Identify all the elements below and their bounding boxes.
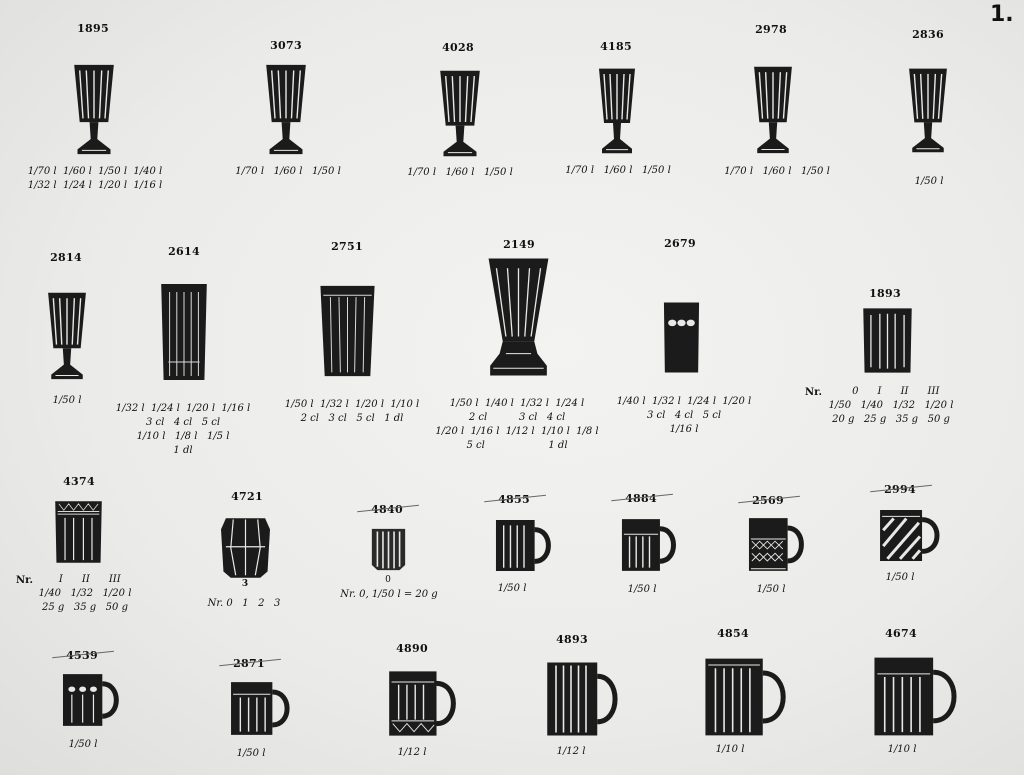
item-number: 2871 bbox=[233, 657, 265, 670]
mug-drawing bbox=[704, 657, 790, 737]
tumbler-drawing bbox=[160, 282, 208, 382]
item-number: 4855 bbox=[498, 493, 530, 506]
item-number: 3073 bbox=[270, 39, 302, 52]
item-number: 4893 bbox=[556, 633, 588, 646]
item-number: 4185 bbox=[600, 40, 632, 53]
item-capacities: I II III 1/40 1/32 1/20 l 25 g 35 g 50 g bbox=[38, 574, 132, 613]
tumbler-drawing bbox=[221, 517, 270, 579]
glass-marking: 0 bbox=[385, 575, 391, 585]
glass-marking: 3 bbox=[241, 579, 249, 589]
tumbler-drawing bbox=[319, 284, 376, 378]
mug-drawing bbox=[495, 519, 553, 572]
mug-drawing bbox=[62, 673, 121, 727]
stemmed-glass-drawing bbox=[752, 64, 794, 155]
item-capacities: 0 I II III 1/50 1/40 1/32 1/20 l 20 g 25 g 35 g 50 g bbox=[828, 386, 954, 425]
stemmed-glass-drawing bbox=[46, 290, 88, 381]
item-capacities: 1/40 l 1/32 l 1/24 l 1/20 l 3 cl 4 cl 5 cl 1/16 l bbox=[616, 396, 752, 435]
tumbler-drawing bbox=[54, 500, 103, 564]
item-number: 2751 bbox=[331, 240, 363, 253]
stemmed-glass-drawing bbox=[72, 62, 116, 156]
tumbler-drawing bbox=[862, 307, 913, 374]
item-capacities: 1/12 l bbox=[556, 746, 586, 757]
tumbler-drawing bbox=[663, 301, 700, 374]
stemmed-glass-drawing bbox=[907, 66, 949, 154]
item-number: 1893 bbox=[869, 287, 901, 300]
item-number: 4721 bbox=[231, 490, 263, 503]
nr-label: Nr. bbox=[16, 575, 33, 586]
stemmed-glass-drawing bbox=[438, 68, 482, 158]
item-capacities: 1/50 l bbox=[914, 176, 944, 187]
item-capacities: 1/50 l bbox=[627, 584, 657, 595]
item-capacities: 1/50 l bbox=[52, 395, 82, 406]
item-number: 2614 bbox=[168, 245, 200, 258]
stemmed-glass-drawing bbox=[597, 66, 637, 155]
item-number: 2836 bbox=[912, 28, 944, 41]
item-capacities: 1/70 l 1/60 l 1/50 l bbox=[724, 166, 830, 177]
item-number: 2814 bbox=[50, 251, 82, 264]
item-number: 4854 bbox=[717, 627, 749, 640]
page-number: 1. bbox=[990, 2, 1014, 27]
item-capacities: 1/50 l bbox=[756, 584, 786, 595]
mug-drawing bbox=[873, 656, 961, 737]
item-capacities: 1/70 l 1/60 l 1/50 l bbox=[235, 166, 341, 177]
item-capacities: 1/70 l 1/60 l 1/50 l bbox=[407, 167, 513, 178]
mug-drawing bbox=[388, 670, 459, 737]
item-number: 4539 bbox=[66, 649, 98, 662]
item-number: 4890 bbox=[396, 642, 428, 655]
item-capacities: 1/50 l bbox=[885, 572, 915, 583]
mug-drawing bbox=[621, 518, 678, 572]
item-capacities: Nr. 0 1 2 3 bbox=[207, 598, 281, 609]
item-capacities: 1/10 l bbox=[887, 744, 917, 755]
nr-label: Nr. bbox=[805, 387, 822, 398]
item-number: 4884 bbox=[625, 492, 657, 505]
item-capacities: 1/70 l 1/60 l 1/50 l 1/40 l 1/32 l 1/24 l 1/20 l 1/16 l bbox=[27, 166, 163, 191]
mug-drawing bbox=[748, 517, 806, 572]
mug-drawing bbox=[546, 661, 621, 737]
item-number: 2679 bbox=[664, 237, 696, 250]
item-number: 2149 bbox=[503, 238, 535, 251]
item-capacities: 1/50 l 1/40 l 1/32 l 1/24 l 2 cl 3 cl 4 cl 1/20 l 1/16 l 1/12 l 1/10 l 1/8 l 5 cl 1 dl bbox=[435, 398, 599, 451]
item-number: 2978 bbox=[755, 23, 787, 36]
item-capacities: 1/50 l bbox=[497, 583, 527, 594]
item-capacities: 1/10 l bbox=[715, 744, 745, 755]
item-capacities: 1/70 l 1/60 l 1/50 l bbox=[565, 165, 671, 176]
item-number: 4674 bbox=[885, 627, 917, 640]
item-number: 2569 bbox=[752, 494, 784, 507]
stemmed-glass-drawing bbox=[264, 62, 308, 156]
tumbler-drawing bbox=[370, 528, 407, 571]
item-capacities: 1/32 l 1/24 l 1/20 l 1/16 l 3 cl 4 cl 5 cl 1/10 l 1/8 l 1/5 l 1 dl bbox=[115, 403, 251, 456]
item-capacities: 1/50 l bbox=[236, 748, 266, 759]
mug-drawing bbox=[230, 681, 292, 736]
item-capacities: Nr. 0, 1/50 l = 20 g bbox=[340, 589, 438, 600]
item-capacities: 1/50 l 1/32 l 1/20 l 1/10 l 2 cl 3 cl 5 cl 1 dl bbox=[284, 399, 420, 424]
mug-drawing bbox=[879, 509, 942, 562]
item-number: 2994 bbox=[884, 483, 916, 496]
vase-glass-drawing bbox=[487, 256, 550, 378]
item-capacities: 1/12 l bbox=[397, 747, 427, 758]
item-number: 1895 bbox=[77, 22, 109, 35]
item-number: 4028 bbox=[442, 41, 474, 54]
item-number: 4374 bbox=[63, 475, 95, 488]
item-capacities: 1/50 l bbox=[68, 739, 98, 750]
item-number: 4840 bbox=[371, 503, 403, 516]
